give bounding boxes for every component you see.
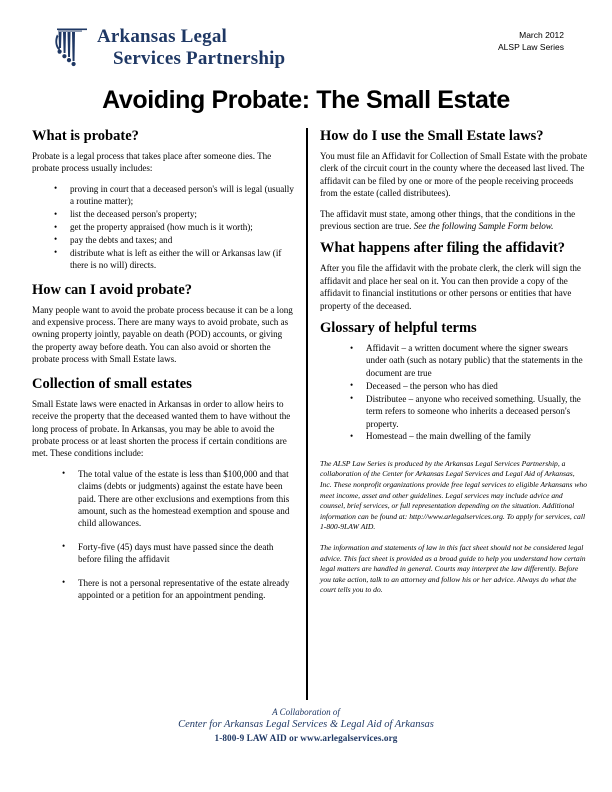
section-heading-what-happens-after-filing: What happens after filing the affidavit?	[320, 240, 566, 257]
list-item: • distribute what is left as either the will or Arkansas law (if there is no will) directs.	[70, 247, 294, 272]
organization-name-line-2: Services Partnership	[113, 48, 286, 69]
legal-disclaimer-note: The information and statements of law in this fact sheet should not be considered legal advice. This fact sheet is provided as a broad guide to help you understand how certain legal matters are handled in general. Courts may interpret the law differently. Before you take action, talk to an attorney and follow his or her advice. Always do what the court tells you to do.	[320, 542, 586, 595]
list-item: • list the deceased person's property;	[70, 208, 294, 220]
list-item: • pay the debts and taxes; and	[70, 234, 294, 246]
right-column	[320, 128, 588, 606]
page-title: Avoiding Probate: The Small Estate	[102, 86, 510, 114]
list-item: • Affidavit – a written document where the signer swears under oath (such as notary public) that the statements in the document are true	[366, 342, 588, 379]
footer-contact: 1-800-9 LAW AID or www.arlegalservices.org	[214, 733, 398, 743]
list-item: • Distributee – anyone who received something. Usually, the term refers to someone who inherits a deceased person's property.	[366, 393, 588, 430]
alsp-scales-logo-icon	[55, 26, 95, 74]
footer-organizations: Center for Arkansas Legal Services & Legal Aid of Arkansas	[178, 719, 434, 730]
section-paragraph-collection-of-small-estates: Small Estate laws were enacted in Arkansas in order to allow heirs to receive the property that the deceased wanted them to have without the long process of probate. In Arkansas, you may be able to avoid the probate process or at least shorten the process if certain conditions are met. These conditions include:	[32, 398, 291, 459]
probate-process-list	[32, 183, 294, 272]
section-paragraph-what-is-probate: Probate is a legal process that takes place after someone dies. The probate process usually includes:	[32, 151, 272, 174]
list-item: • There is not a personal representative of the estate already appointed or a petition for an appointment pending.	[78, 577, 294, 602]
content-columns	[0, 128, 612, 728]
section-paragraph-how-can-i-avoid-probate: Many people want to avoid the probate process because it can be a long and expensive process. There are many ways to avoid probate, such as owning property jointly, payable on death (POD) accounts, or giving the property away before death. You can also avoid or shorten the probate process with Small Estate laws.	[32, 304, 293, 365]
list-item: • Deceased – the person who has died	[366, 380, 588, 392]
alsp-attribution-note: The ALSP Law Series is produced by the Arkansas Legal Services Partnership, a collaboration of the Center for Arkansas Legal Services and Legal Aid of Arkansas, Inc. These nonprofit organizations provide free legal services to eligible Arkansans who meet income, asset and other guidelines. Legal services may include advice and counsel, brief services, or full representation depending on the situation. Additional information can be found at: http://www.arlegalservices.org. To apply for services, call 1-800-9LAW AID.	[320, 458, 588, 532]
section-paragraph-what-happens-after-filing: After you file the affidavit with the probate clerk, the clerk will sign the affidavit and place her seal on it. You can then provide a copy of the affidavit to financial institutions or other persons or entities that have property of the deceased.	[320, 263, 581, 311]
section-paragraph-affidavit-must-state	[320, 208, 588, 233]
section-heading-glossary: Glossary of helpful terms	[320, 320, 477, 337]
organization-logo-block	[55, 26, 285, 74]
organization-name-line-1: Arkansas Legal	[97, 26, 228, 47]
list-item: • proving in court that a deceased person's will is legal (usually a routine matter);	[70, 183, 294, 208]
small-estate-conditions-list	[32, 468, 294, 602]
left-column	[32, 128, 294, 612]
document-header	[0, 26, 612, 84]
section-heading-what-is-probate: What is probate?	[32, 128, 139, 144]
issue-date: March 2012	[519, 30, 564, 40]
section-heading-how-do-i-use-small-estate-laws: How do I use the Small Estate laws?	[320, 128, 544, 144]
section-heading-collection-of-small-estates: Collection of small estates	[32, 375, 192, 392]
affidavit-statement-text: The affidavit must state, among other things, that the conditions in the previous section are true.	[320, 208, 576, 232]
list-item: • Homestead – the main dwelling of the family	[366, 430, 588, 442]
section-heading-how-can-i-avoid-probate: How can I avoid probate?	[32, 281, 193, 298]
list-item: • get the property appraised (how much is it worth);	[70, 221, 294, 233]
footer-collaboration-label: A Collaboration of	[272, 707, 340, 717]
document-footer	[0, 706, 612, 745]
section-paragraph-use-small-estate-laws: You must file an Affidavit for Collection of Small Estate with the probate clerk of the circuit court in the county where the deceased last lived. The affidavit can be filed by one or more of the people receiving proceeds from the estate (called distributees).	[320, 151, 588, 199]
list-item: • The total value of the estate is less than $100,000 and that claims (debts or judgments) against the estate have been paid. There are other exclusions and exemptions from this amount, such as the homestead exemption and spouse and child allowances.	[78, 468, 294, 530]
glossary-list	[320, 342, 588, 443]
sample-form-reference: See the following Sample Form below.	[413, 221, 554, 232]
issue-info	[498, 29, 564, 53]
series-name: ALSP Law Series	[498, 42, 564, 52]
organization-name	[97, 26, 285, 70]
list-item: • Forty-five (45) days must have passed since the death before filing the affidavit	[78, 541, 294, 566]
